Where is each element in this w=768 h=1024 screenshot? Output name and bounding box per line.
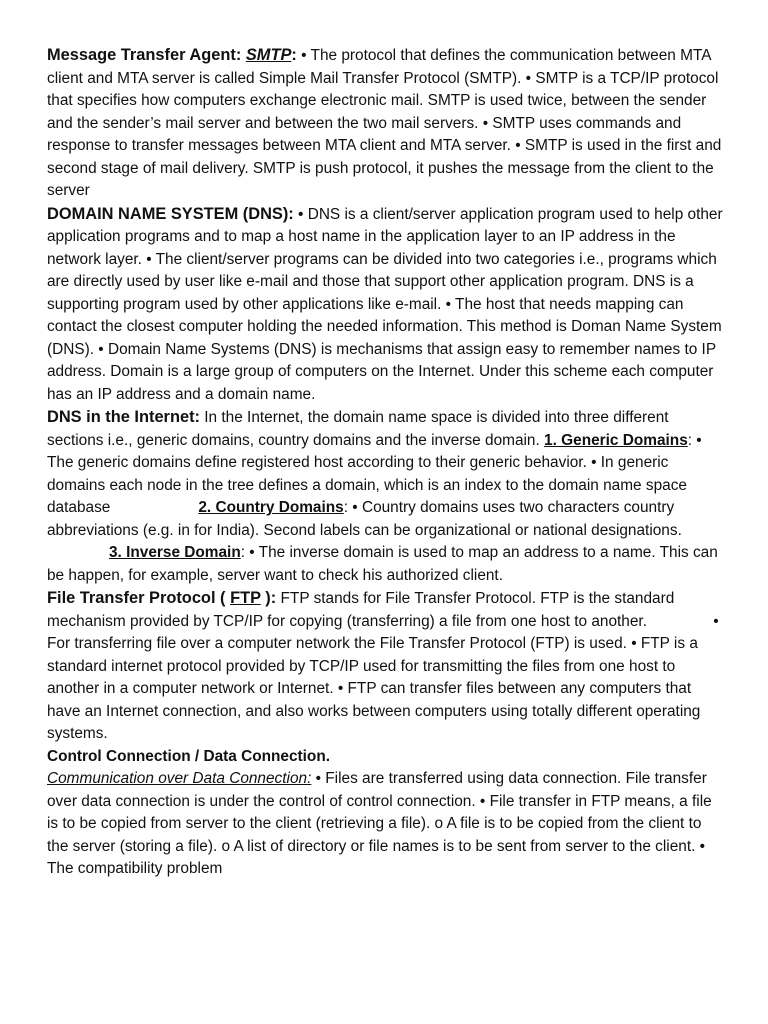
- generic-domains-label: 1. Generic Domains: [544, 431, 688, 449]
- ftp-heading: [47, 589, 276, 607]
- country-domains-label: 2. Country Domains: [198, 499, 344, 516]
- smtp-heading-prefix: Message Transfer Agent:: [47, 46, 246, 64]
- smtp-body: • The protocol that defines the communication between MTA client and MTA server is called Simple Mail Transfer Protocol (SMTP). • SMTP is a TCP/IP protocol that specifies how computers exchange electronic mail. SMTP is used twice, between the sender and the sender’s mail server and between the two mail servers. • SMTP uses commands and response to transfer messages between MTA client and MTA server. • SMTP is used in the first and second stage of mail delivery. SMTP is push protocol, it pushes the message from the client to the server: [47, 47, 722, 199]
- ftp-heading-suffix: ):: [260, 589, 277, 607]
- inverse-domain-label: 3. Inverse Domain: [109, 544, 241, 561]
- dns-body: • DNS is a client/server application program used to help other application programs and to map a host name in the application layer to an IP address in the network layer. • The client/server programs can be divided into two categories i.e., programs which are directly used by user like e-mail and those that support other application program. DNS is a supporting program used by other applications like e-mail. • The host that needs mapping can contact the closest computer holding the needed information. This method is Doman Name System (DNS). • Domain Name Systems (DNS) is mechanisms that assign easy to remember names to IP address. Domain is a large group of computers on the Internet. Under this scheme each computer has an IP address and a domain name.: [47, 205, 723, 403]
- data-connection-paragraph: [47, 768, 727, 881]
- country-domains-body: : • Country domains uses two characters country abbreviations (e.g. in for India). Second labels can be organizational or national designations.: [47, 499, 682, 539]
- ftp-heading-prefix: File Transfer Protocol (: [47, 589, 231, 607]
- dns-internet-paragraph: [47, 406, 727, 587]
- ftp-heading-acronym: FTP: [230, 589, 261, 607]
- generic-domains-body: : • The generic domains define registered host according to their generic behavior. • In generic domains each node in the tree defines a domain, which is an index to the domain name space database: [47, 431, 702, 516]
- control-connection-heading: Control Connection / Data Connection.: [47, 747, 331, 765]
- dns-internet-heading: DNS in the Internet:: [47, 408, 200, 426]
- data-connection-heading: Communication over Data Connection:: [47, 770, 312, 787]
- dns-heading: DOMAIN NAME SYSTEM (DNS):: [47, 204, 294, 223]
- control-connection-paragraph: [47, 746, 727, 769]
- ftp-body-2: • For transferring file over a computer network the File Transfer Protocol (FTP) is used. • FTP is a standard internet protocol provided by TCP/IP used for transmitting the files from one host to another in a computer network or Internet. • FTP can transfer files between any computers that have an Internet connection, and also works between computers using totally different operating systems.: [47, 612, 719, 742]
- smtp-heading-suffix: :: [291, 46, 297, 64]
- data-connection-body: • Files are transferred using data connection. File transfer over data connection is under the control of control connection. • File transfer in FTP means, a file is to be copied from server to the client (retrieving a file). o A file is to be copied from the client to the server (storing a file). o A list of directory or file names is to be sent from server to the client. • The compatibility problem: [47, 770, 712, 877]
- dns-paragraph: [47, 203, 727, 407]
- dns-internet-body: In the Internet, the domain name space is divided into three different sections i.e., generic domains, country domains and the inverse domain.: [47, 409, 669, 449]
- inverse-domain-body: : • The inverse domain is used to map an address to a name. This can be happen, for example, server want to check his authorized client.: [47, 544, 718, 584]
- smtp-heading-acronym: SMTP: [245, 46, 292, 64]
- document-page: [47, 44, 727, 881]
- ftp-body-1: FTP stands for File Transfer Protocol. FTP is the standard mechanism provided by TCP/IP for copying (transferring) a file from one host to another.: [47, 590, 675, 630]
- ftp-paragraph: [47, 587, 727, 746]
- smtp-paragraph: [47, 44, 727, 203]
- smtp-heading: [47, 46, 297, 64]
